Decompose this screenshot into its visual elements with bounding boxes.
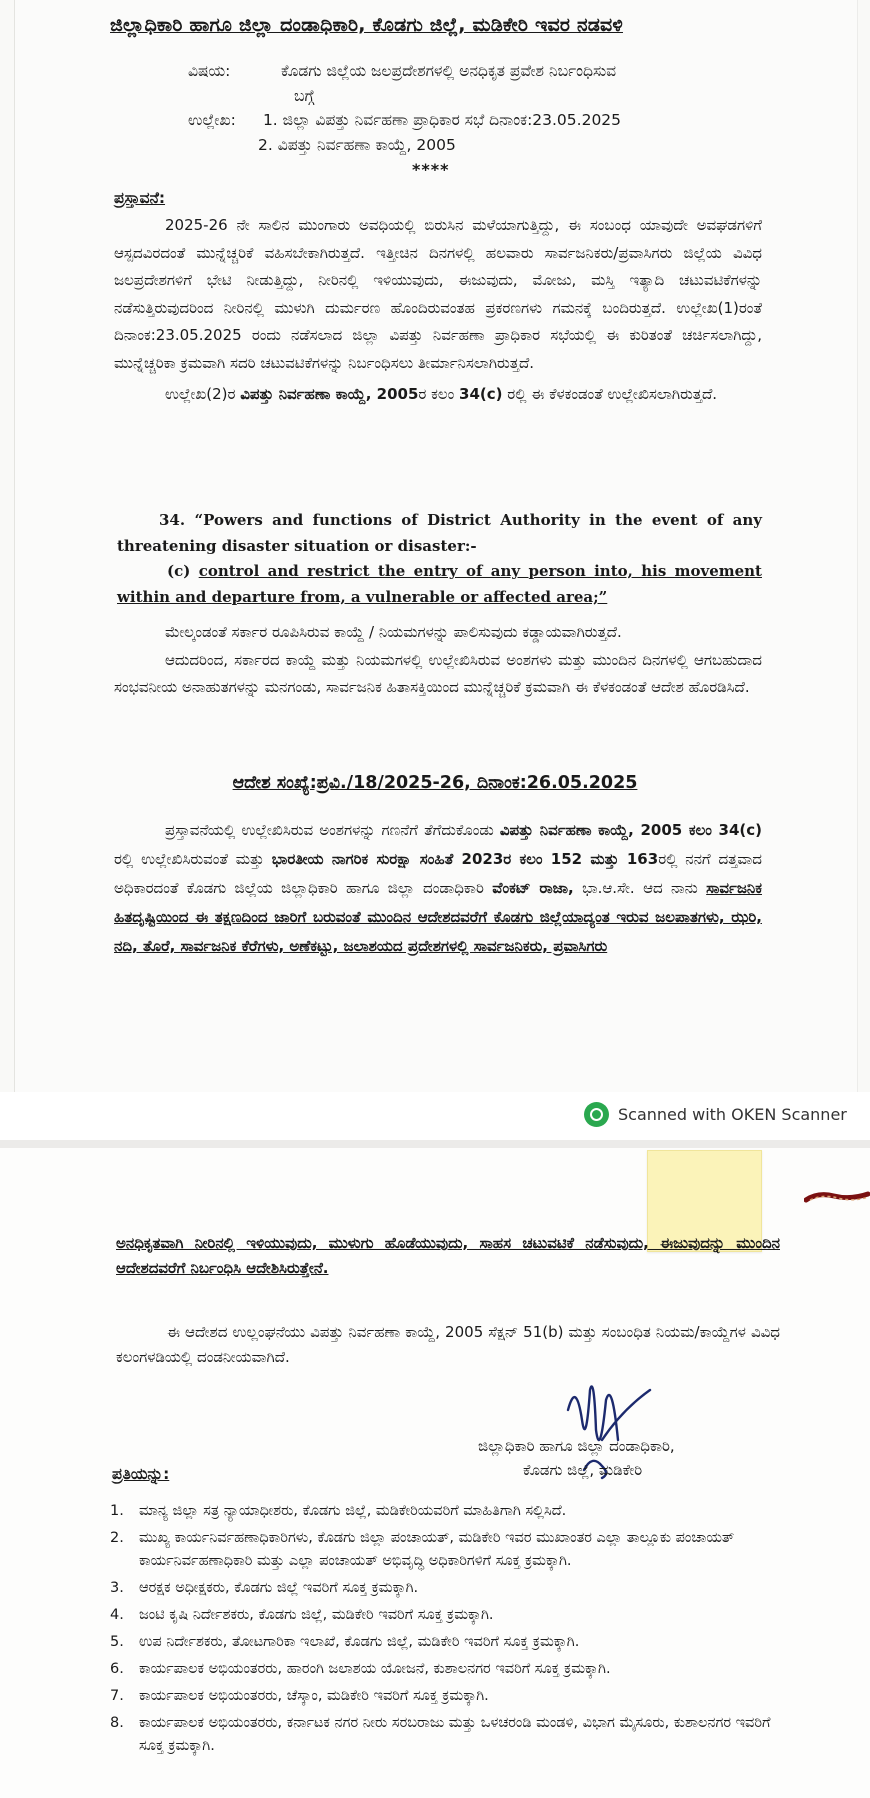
scanner-watermark xyxy=(584,1102,847,1127)
signature-block xyxy=(478,1434,675,1482)
preamble-conclusion xyxy=(114,619,762,702)
order-bnss-reference: ಭಾರತೀಯ ನಾಗರಿಕ ಸುರಕ್ಷಾ ಸಂಹಿತೆ 2023ರ ಕಲಂ 152 ಮತ್ತು 163 xyxy=(271,850,659,868)
reference-label: ಉಲ್ಲೇಖ: xyxy=(188,111,236,129)
signatory-designation: ಜಿಲ್ಲಾಧಿಕಾರಿ ಹಾಗೂ ಜಿಲ್ಲಾ ದಂಡಾಧಿಕಾರಿ, xyxy=(478,1437,675,1455)
copy-item-number: 6. xyxy=(110,1661,124,1677)
preamble-paragraph-2 xyxy=(114,381,762,409)
para2-act-name: ವಿಪತ್ತು ನಿರ್ವಹಣಾ ಕಾಯ್ದೆ, 2005 xyxy=(240,385,419,403)
order-body xyxy=(114,816,762,961)
subject-text-line-2: ಬಗ್ಗೆ xyxy=(294,87,315,105)
scanner-watermark-text: Scanned with OKEN Scanner xyxy=(618,1105,847,1124)
copy-recipient-item xyxy=(110,1685,782,1708)
para2-part-e: ರಲ್ಲಿ ಈ ಕೆಳಕಂಡಂತೆ ಉಲ್ಲೇಖಿಸಲಾಗಿರುತ್ತದೆ. xyxy=(502,385,718,403)
copy-recipient-item xyxy=(110,1527,782,1573)
copy-item-number: 4. xyxy=(110,1607,124,1623)
copy-item-text: ಉಪ ನಿರ್ದೇಶಕರು, ತೋಟಗಾರಿಕಾ ಇಲಾಖೆ, ಕೊಡಗು ಜಿಲ್ಲೆ, ಮಡಿಕೇರಿ ಇವರಿಗೆ ಸೂಕ್ತ ಕ್ರಮಕ್ಕಾಗಿ. xyxy=(139,1634,580,1650)
copy-item-number: 5. xyxy=(110,1634,124,1650)
copy-item-text: ಮುಖ್ಯ ಕಾರ್ಯನಿರ್ವಹಣಾಧಿಕಾರಿಗಳು, ಕೊಡಗು ಜಿಲ್ಲಾ ಪಂಚಾಯತ್, ಮಡಿಕೇರಿ ಇವರ ಮುಖಾಂತರ ಎಲ್ಲಾ ತಾಲ್ಲೂಕು ಪಂಚಾಯತ್ ಕಾರ್ಯನಿರ್ವಹಣಾಧಿಕಾರಿ ಮತ್ತು ಎಲ್ಲಾ ಪಂಚಾಯತ್ ಅಭಿವೃದ್ಧಿ ಅಧಿಕಾರಿಗಳಿಗೆ ಸೂಕ್ತ ಕ್ರಮಕ್ಕಾಗಿ. xyxy=(139,1530,735,1569)
para2-part-c: ರ ಕಲಂ xyxy=(418,385,460,403)
quote-clause-c xyxy=(117,559,762,610)
preamble-paragraph-3: ಮೇಲ್ಕಂಡಂತೆ ಸರ್ಕಾರ ರೂಪಿಸಿರುವ ಕಾಯ್ದೆ / ನಿಯಮಗಳನ್ನು ಪಾಲಿಸುವುದು ಕಡ್ಡಾಯವಾಗಿರುತ್ತದೆ. xyxy=(165,623,622,641)
copy-recipient-item xyxy=(110,1658,782,1681)
copy-item-text: ಕಾರ್ಯಪಾಲಕ ಅಭಿಯಂತರರು, ಚೆಸ್ಕಾಂ, ಮಡಿಕೇರಿ ಇವರಿಗೆ ಸೂಕ್ತ ಕ್ರಮಕ್ಕಾಗಿ. xyxy=(139,1688,489,1704)
reference-row-1 xyxy=(188,111,621,130)
violation-paragraph xyxy=(116,1320,780,1370)
para2-part-a: ಉಲ್ಲೇಖ(2)ರ xyxy=(165,385,241,403)
document-title: ಜಿಲ್ಲಾಧಿಕಾರಿ ಹಾಗೂ ಜಿಲ್ಲಾ ದಂಡಾಧಿಕಾರಿ, ಕೊಡಗು ಜಿಲ್ಲೆ, ಮಡಿಕೇರಿ ಇವರ ನಡವಳಿ xyxy=(110,14,623,36)
preamble-paragraph-4: ಆದುದರಿಂದ, ಸರ್ಕಾರದ ಕಾಯ್ದೆ ಮತ್ತು ನಿಯಮಗಳಲ್ಲಿ ಉಲ್ಲೇಖಿಸಿರುವ ಅಂಶಗಳು ಮತ್ತು ಮುಂದಿನ ದಿನಗಳಲ್ಲಿ ಆಗಬಹುದಾದ ಸಂಭವನೀಯ ಅನಾಹುತಗಳನ್ನು ಮನಗಂಡು, ಸಾರ್ವಜನಿಕ ಹಿತಾಸಕ್ತಿಯಿಂದ ಮುನ್ನೆಚ್ಚರಿಕೆ ಕ್ರಮವಾಗಿ ಈ ಕೆಳಕಂಡಂತೆ ಆದೇಶ ಹೊರಡಿಸಿದೆ. xyxy=(114,650,762,696)
subject-label: ವಿಷಯ: xyxy=(188,62,231,80)
preamble-body xyxy=(114,212,762,409)
quote-clause-marker: (c) xyxy=(167,562,199,580)
reference-item-2: 2. ವಿಪತ್ತು ನಿರ್ವಹಣಾ ಕಾಯ್ದೆ, 2005 xyxy=(258,136,456,154)
page-divider xyxy=(0,1140,870,1148)
copy-recipient-item xyxy=(110,1712,782,1758)
officer-name: ವೆಂಕಟ್ ರಾಜಾ, xyxy=(492,879,574,897)
order-part-g: ಭಾ.ಆ.ಸೇ. ಆದ ನಾನು xyxy=(573,879,707,897)
copy-item-text: ಜಂಟಿ ಕೃಷಿ ನಿರ್ದೇಶಕರು, ಕೊಡಗು ಜಿಲ್ಲೆ, ಮಡಿಕೇರಿ ಇವರಿಗೆ ಸೂಕ್ತ ಕ್ರಮಕ್ಕಾಗಿ. xyxy=(139,1607,494,1623)
quote-clause-text: control and restrict the entry of any person into, his movement within and departure from, a vulnerable or affected area;” xyxy=(117,562,762,606)
copy-item-number: 2. xyxy=(110,1530,124,1546)
signatory-location: ಕೊಡಗು ಜಿಲ್ಲೆ, ಮಡಿಕೇರಿ xyxy=(523,1461,643,1479)
section-separator-stars: **** xyxy=(412,160,450,179)
copy-item-number: 1. xyxy=(110,1503,124,1519)
copy-item-text: ಕಾರ್ಯಪಾಲಕ ಅಭಿಯಂತರರು, ಹಾರಂಗಿ ಜಲಾಶಯ ಯೋಜನೆ, ಕುಶಾಲನಗರ ಇವರಿಗೆ ಸೂಕ್ತ ಕ್ರಮಕ್ಕಾಗಿ. xyxy=(139,1661,611,1677)
order-number-text: ಆದೇಶ ಸಂಖ್ಯೆ:ಪ್ರವಿ./18/2025-26, ದಿನಾಂಕ:26.05.2025 xyxy=(232,773,638,793)
order-continued-text: ಅನಧಿಕೃತವಾಗಿ ನೀರಿನಲ್ಲಿ ಇಳಿಯುವುದು, ಮುಳುಗು ಹೊಡೆಯುವುದು, ಸಾಹಸ ಚಟುವಟಿಕೆ ನಡೆಸುವುದು, ಈಜುವುದನ್ನು ಮುಂದಿನ ಆದೇಶದವರೆಗೆ ನಿರ್ಬಂಧಿಸಿ ಆದೇಶಿಸಿರುತ್ತೇನೆ. xyxy=(116,1234,780,1277)
copy-recipient-item xyxy=(110,1604,782,1627)
copy-item-text: ಕಾರ್ಯಪಾಲಕ ಅಭಿಯಂತರರು, ಕರ್ನಾಟಕ ನಗರ ನೀರು ಸರಬರಾಜು ಮತ್ತು ಒಳಚರಂಡಿ ಮಂಡಳಿ, ವಿಭಾಗ ಮೈಸೂರು, ಕುಶಾಲನಗರ ಇವರಿಗೆ ಸೂಕ್ತ ಕ್ರಮಕ್ಕಾಗಿ. xyxy=(139,1715,771,1754)
copy-item-number: 7. xyxy=(110,1688,124,1704)
copy-recipient-item xyxy=(110,1577,782,1600)
copies-heading: ಪ್ರತಿಯನ್ನು: xyxy=(112,1465,170,1483)
copy-item-number: 3. xyxy=(110,1580,124,1596)
preamble-heading: ಪ್ರಸ್ತಾವನೆ: xyxy=(114,189,166,207)
para2-section: 34(c) xyxy=(459,385,503,403)
violation-text: ಈ ಆದೇಶದ ಉಲ್ಲಂಘನೆಯು ವಿಪತ್ತು ನಿರ್ವಹಣಾ ಕಾಯ್ದೆ, 2005 ಸೆಕ್ಷನ್ 51(b) ಮತ್ತು ಸಂಬಂಧಿತ ನಿಯಮ/ಕಾಯ್ದೆಗಳ ವಿವಿಧ ಕಲಂಗಳಡಿಯಲ್ಲಿ ದಂಡನೀಯವಾಗಿದೆ. xyxy=(116,1323,780,1366)
order-act-reference: ವಿಪತ್ತು ನಿರ್ವಹಣಾ ಕಾಯ್ದೆ, 2005 ಕಲಂ 34(c) xyxy=(499,821,763,839)
order-number-heading xyxy=(0,773,870,793)
order-part-a: ಪ್ರಸ್ತಾವನೆಯಲ್ಲಿ ಉಲ್ಲೇಖಿಸಿರುವ ಅಂಶಗಳನ್ನು ಗಣನೆಗೆ ತೆಗೆದುಕೊಂಡು xyxy=(165,821,500,839)
copy-recipient-item xyxy=(110,1631,782,1654)
order-part-c: ರಲ್ಲಿ ಉಲ್ಲೇಖಿಸಿರುವಂತೆ ಮತ್ತು xyxy=(114,850,272,868)
subject-row xyxy=(188,62,616,81)
subject-text-line-1: ಕೊಡಗು ಜಿಲ್ಲೆಯ ಜಲಪ್ರದೇಶಗಳಲ್ಲಿ ಅನಧಿಕೃತ ಪ್ರವೇಶ ನಿರ್ಬಂಧಿಸುವ xyxy=(280,62,617,80)
copy-item-number: 8. xyxy=(110,1715,124,1731)
binder-clip-icon xyxy=(804,1190,870,1204)
reference-item-1: 1. ಜಿಲ್ಲಾ ವಿಪತ್ತು ನಿರ್ವಹಣಾ ಪ್ರಾಧಿಕಾರ ಸಭೆ ದಿನಾಂಕ:23.05.2025 xyxy=(262,111,622,129)
order-paragraph xyxy=(114,816,762,961)
copy-item-text: ಮಾನ್ಯ ಜಿಲ್ಲಾ ಸತ್ರ ನ್ಯಾಯಾಧೀಶರು, ಕೊಡಗು ಜಿಲ್ಲೆ, ಮಡಿಕೇರಿಯವರಿಗೆ ಮಾಹಿತಿಗಾಗಿ ಸಲ್ಲಿಸಿದೆ. xyxy=(139,1503,567,1519)
oken-scanner-logo-icon xyxy=(584,1102,609,1127)
legal-quote xyxy=(117,508,762,610)
preamble-paragraph-1: 2025-26 ನೇ ಸಾಲಿನ ಮುಂಗಾರು ಅವಧಿಯಲ್ಲಿ ಬಿರುಸಿನ ಮಳೆಯಾಗುತ್ತಿದ್ದು, ಈ ಸಂಬಂಧ ಯಾವುದೇ ಅವಘಡಗಳಿಗೆ ಆಸ್ಪದವಿರದಂತೆ ಮುನ್ನೆಚ್ಚರಿಕೆ ವಹಿಸಬೇಕಾಗಿರುತ್ತದೆ. ಇತ್ತೀಚಿನ ದಿನಗಳಲ್ಲಿ ಹಲವಾರು ಸಾರ್ವಜನಿಕರು/ಪ್ರವಾಸಿಗರು ಜಿಲ್ಲೆಯ ವಿವಿಧ ಜಲಪ್ರದೇಶಗಳಿಗೆ ಭೇಟಿ ನೀಡುತ್ತಿದ್ದು, ನೀರಿನಲ್ಲಿ ಇಳಿಯುವುದು, ಈಜುವುದು, ಮೋಜು, ಮಸ್ತಿ ಇತ್ಯಾದಿ ಚಟುವಟಿಕೆಗಳನ್ನು ನಡೆಸುತ್ತಿರುವುದರಿಂದ ನೀರಿನಲ್ಲಿ ಮುಳುಗಿ ದುರ್ಮರಣ ಹೊಂದಿರುವಂತಹ ಪ್ರಕರಣಗಳು ಗಮನಕ್ಕೆ ಬಂದಿರುತ್ತದೆ. ಉಲ್ಲೇಖ(1)ರಂತೆ ದಿನಾಂಕ:23.05.2025 ರಂದು ನಡೆಸಲಾದ ಜಿಲ್ಲಾ ವಿಪತ್ತು ನಿರ್ವಹಣಾ ಪ್ರಾಧಿಕಾರ ಸಭೆಯಲ್ಲಿ ಈ ಕುರಿತಂತೆ ಚರ್ಚಿಸಲಾಗಿದ್ದು, ಮುನ್ನೆಚ್ಚರಿಕಾ ಕ್ರಮವಾಗಿ ಸದರಿ ಚಟುವಟಿಕೆಗಳನ್ನು ನಿರ್ಬಂಧಿಸಲು ತೀರ್ಮಾನಿಸಲಾಗಿರುತ್ತದೆ. xyxy=(114,216,762,372)
copy-item-text: ಆರಕ್ಷಕ ಅಧೀಕ್ಷಕರು, ಕೊಡಗು ಜಿಲ್ಲೆ ಇವರಿಗೆ ಸೂಕ್ತ ಕ್ರಮಕ್ಕಾಗಿ. xyxy=(139,1580,419,1596)
copy-recipient-item xyxy=(110,1500,782,1523)
copies-list xyxy=(110,1500,782,1762)
order-part-e: ರಲ್ಲಿ ನನಗೆ ದತ್ತವಾದ ಅಧಿಕಾರದಂತೆ ಕೊಡಗು ಜಿಲ್ಲೆಯ ಜಿಲ್ಲಾಧಿಕಾರಿ ಹಾಗೂ ಜಿಲ್ಲಾ ದಂಡಾಧಿಕಾರಿ xyxy=(114,850,762,897)
order-restriction-text: ಸಾರ್ವಜನಿಕ ಹಿತದೃಷ್ಟಿಯಿಂದ ಈ ತಕ್ಷಣದಿಂದ ಜಾರಿಗೆ ಬರುವಂತೆ ಮುಂದಿನ ಆದೇಶದವರೆಗೆ ಕೊಡಗು ಜಿಲ್ಲೆಯಾದ್ಯಂತ ಇರುವ ಜಲಪಾತಗಳು, ಝರಿ, ನದಿ, ತೊರೆ, ಸಾರ್ವಜನಿಕ ಕೆರೆಗಳು, ಅಣೆಕಟ್ಟು, ಜಲಾಶಯದ ಪ್ರದೇಶಗಳಲ್ಲಿ ಸಾರ್ವಜನಿಕರು, ಪ್ರವಾಸಿಗರು xyxy=(114,879,762,955)
quote-heading: 34. “Powers and functions of District Authority in the event of any threatening disaster situation or disaster:- xyxy=(117,511,762,555)
